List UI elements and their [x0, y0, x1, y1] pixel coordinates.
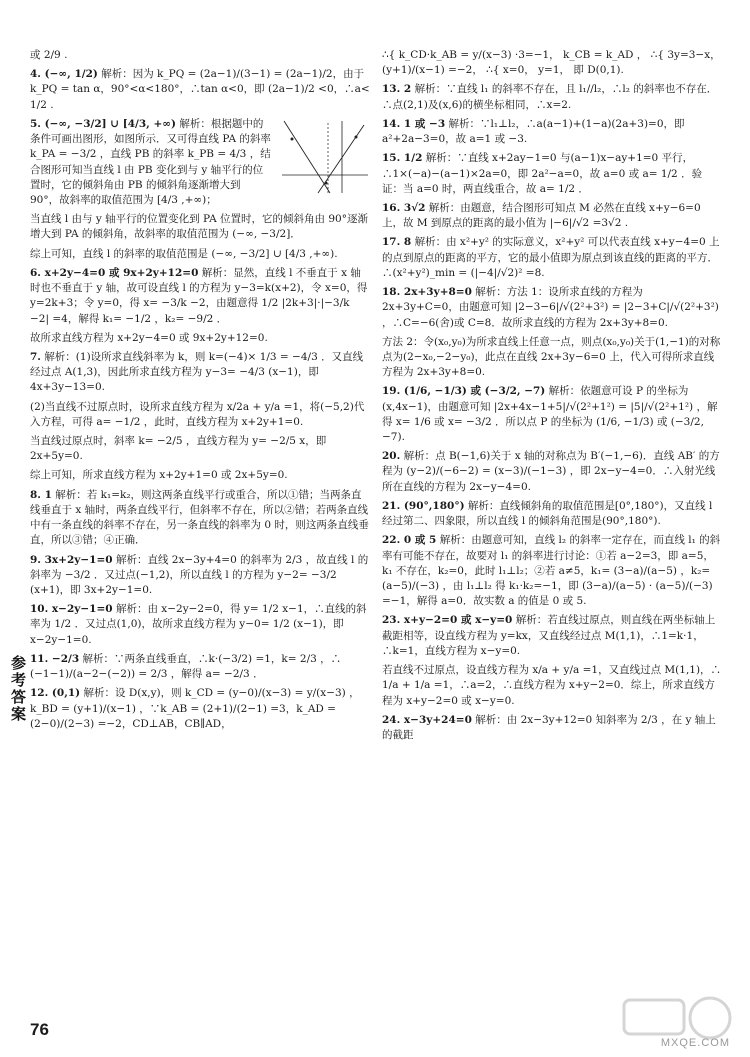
answer-item	[30, 48, 370, 63]
answer-text: 综上可知，所求直线方程为 x+2y+1=0 或 2x+5y=0.	[30, 469, 288, 482]
answer-item	[30, 602, 370, 648]
answer-item	[382, 533, 722, 609]
answer-tag: 15. 1/2	[382, 152, 423, 165]
answer-item	[382, 499, 722, 529]
answer-tag: 7.	[30, 350, 41, 363]
answer-tag: 4. (−∞, 1/2)	[30, 68, 98, 81]
answer-text: (2)当直线不过原点时，设所求直线方程为 x/2a + y/a =1，将(−5,2)代入方程，可得 a= −1/2 ，此时，直线方程为 x+2y+1=0.	[30, 400, 365, 428]
answer-item	[30, 266, 370, 327]
left-column	[30, 48, 370, 736]
answer-item	[382, 663, 722, 709]
answer-item	[30, 686, 370, 732]
answer-item	[30, 400, 370, 430]
answer-text: 解析：由 2x−3y+12=0 知斜率为 2/3 ，在 y 轴上的截距	[382, 713, 716, 741]
answer-text: 解析：点 B(−1,6)关于 x 轴的对称点为 B′(−1,−6)．直线 AB′ 的方程为 (y−2)/(−6−2) = (x−3)/(−1−3) ，即 2x−y−4=0．∴入射光线所在直线的方程为 2x−y−4=0.	[382, 450, 720, 493]
answer-text: 解析：∵两条直线垂直，∴k·(−3/2) =1，k= 2/3 ，∴ (−1−1)/(a−2−(−2)) = 2/3 ，解得 a= −2/3 ．	[30, 652, 342, 681]
answer-item	[30, 553, 370, 599]
answer-tag: 8. 1	[30, 488, 52, 501]
answer-item	[30, 350, 370, 396]
answer-text: 解析：若 k₁=k₂，则这两条直线平行或重合，所以①错；当两条直线垂直于 x 轴时，两条直线平行，但斜率不存在，所以②错；若两条直线中有一条直线的斜率不存在，另一条直线的斜率为 0 时，则这两条直线垂直，所以③错；④正确．	[30, 488, 369, 547]
answer-text: 或 2/9 .	[30, 49, 68, 61]
section-tab-label: 参考答案	[9, 655, 27, 723]
answer-item	[30, 247, 370, 262]
answer-text: 故所求直线方程为 x+2y−4=0 或 9x+2y+12=0.	[30, 331, 268, 344]
answer-text: 若直线不过原点，设直线方程为 x/a + y/a =1，又直线过点 M(1,1)，∴ 1/a + 1/a =1，∴a=2，∴直线方程为 x+y−2=0．综上，所求直线方程为 x+y−2=0 或 x−y=0.	[382, 664, 722, 707]
answer-text: 解析：∵直线 l₁ 的斜率不存在，且 l₁//l₂，∴l₂ 的斜率也不存在．∴点(2,1)及(x,6)的横坐标相同，∴x=2.	[382, 83, 718, 111]
answer-item	[382, 613, 722, 659]
answer-text: 解析：由 x−2y−2=0，得 y= 1/2 x−1，∴直线的斜率为 1/2 ．又过点(1,0)，故所求直线方程为 y−0= 1/2 (x−1)，即 x−2y−1=0.	[30, 603, 367, 646]
answer-text: 当直线过原点时，斜率 k= −2/5 ，直线方程为 y= −2/5 x，即 2x+5y=0.	[30, 435, 327, 463]
answer-item	[382, 335, 722, 381]
answer-text: 解析：由题意，结合图形可知点 M 必然在直线 x+y−6=0 上，故 M 到原点的距离的最小值为 |−6|/√2 =3√2 .	[382, 201, 701, 230]
answer-item	[30, 117, 370, 208]
answer-item	[382, 151, 722, 197]
answer-text: 解析：∵直线 x+2ay−1=0 与(a−1)x−ay+1=0 平行，∴1×(−a)−(a−1)×2a=0，即 2a²−a=0，故 a=0 或 a= 1/2 ．验证：当 a=0 时，两直线重合，故 a= 1/2 ．	[382, 152, 703, 195]
answer-text: 解析：∵l₁⊥l₂，∴a(a−1)+(1−a)(2a+3)=0，即 a²+2a−3=0，故 a=1 或 −3.	[382, 117, 685, 146]
answer-text: 解析：根据题中的条件可画出图形，如图所示．又可得直线 PA 的斜率 k_PA = −3/2 ，直线 PB 的斜率 k_PB = 4/3 ，结合图形可知当直线 l 由 PB 变化到与 y 轴平行的位置时，它的倾斜角由 PB 的倾斜角逐渐增大到 90°，故斜率的取值范围为 [4/3 ,+∞)；	[30, 117, 271, 206]
answer-text: 解析：由 x²+y² 的实际意义，x²+y² 可以代表直线 x+y−4=0 上的点到原点的距离的平方，它的最小值即为原点到该直线的距离的平方．∴(x²+y²)_min = (|−4|/√2)² =8.	[382, 236, 720, 279]
answer-tag: 24. x−3y+24=0	[382, 713, 472, 726]
answer-item	[30, 212, 370, 242]
answer-text: 解析：由题意可知，直线 l₂ 的斜率一定存在，而直线 l₁ 的斜率有可能不存在，故要对 l₁ 的斜率进行讨论：①若 a−2=3，即 a=5，k₁ 不存在，k₂=0，此时 l₁⊥l₂；②若 a≠5，k₁= (3−a)/(a−5) ，k₂= (a−5)/(−3) ，由 l₁⊥l₂ 得 k₁·k₂=−1，即 (3−a)/(a−5) · (a−5)/(−3) =−1，解得 a=0．故实数 a 的值是 0 或 5.	[382, 534, 721, 608]
answer-item	[382, 285, 722, 331]
answer-tag: 23. x+y−2=0 或 x−y=0	[382, 614, 513, 627]
answer-tag: 9. 3x+2y−1=0	[30, 553, 113, 566]
answer-tag: 16. 3√2	[382, 201, 426, 214]
answer-tag: 13. 2	[382, 83, 412, 96]
answer-text: 解析：直线 2x−3y+4=0 的斜率为 2/3 ，故直线 l 的斜率为 −3/2 ．又过点(−1,2)，所以直线 l 的方程为 y−2= −3/2 (x+1)，即 3x+2y−1=0.	[30, 553, 369, 596]
answer-tag: 11. −2/3	[30, 652, 80, 665]
answer-item	[382, 235, 722, 281]
answer-item	[382, 384, 722, 445]
answer-text: 解析：(1)设所求直线斜率为 k，则 k=(−4)× 1/3 = −4/3 ．又直线经过点 A(1,3)，因此所求直线方程为 y−3= −4/3 (x−1)，即 4x+3y−13=0.	[30, 350, 364, 394]
answer-text: 当直线 l 由与 y 轴平行的位置变化到 PA 位置时，它的倾斜角由 90°逐渐增大到 PA 的倾斜角，故斜率的取值范围为 (−∞, −3/2]．	[30, 213, 368, 241]
answer-text: 解析：依题意可设 P 的坐标为(x,4x−1)，由题意可知 |2x+4x−1+5|/√(2²+1²) = |5|/√(2²+1²) ，解得 x= 1/6 或 x= −3/2 ．所以点 P 的坐标为 (1/6, −1/3) 或 (−3/2, −7).	[382, 385, 718, 444]
answer-item	[382, 449, 722, 495]
answer-text: 解析：若直线过原点，则直线在两坐标轴上截距相等，设直线方程为 y=kx，又直线经过点 M(1,1)，∴1=k·1，∴k=1，直线方程为 x−y=0.	[382, 614, 716, 657]
answer-text: 解析：方法 1：设所求直线的方程为 2x+3y+C=0，由题意可知 |2−3−6|/√(2²+3²) = |2−3+C|/√(2²+3²) ，∴C=−6(舍)或 C=8．故所求直线的方程为 2x+3y+8=0.	[382, 286, 719, 329]
answer-text: 解析：显然，直线 l 不垂直于 x 轴时也不垂直于 y 轴，故可设直线 l 的方程为 y−3=k(x+2)，令 x=0，得 y=2k+3；令 y=0，得 x= −3/k −2，由题意得 1/2 |2k+3|·|−3/k −2| =4，解得 k₁= −1/2 ，k₂= −9/2 ．	[30, 266, 368, 325]
answer-item	[382, 82, 722, 112]
answer-item	[30, 434, 370, 464]
answer-tag: 10. x−2y−1=0	[30, 603, 113, 616]
problem-5-figure	[278, 119, 370, 195]
answer-item	[382, 713, 722, 743]
answer-tag: 20.	[382, 450, 401, 463]
answer-tag: 21. (90°,180°)	[382, 499, 465, 512]
answer-tag: 22. 0 或 5	[382, 534, 437, 547]
answer-tag: 17. 8	[382, 236, 412, 249]
answer-item	[30, 468, 370, 483]
answer-tag: 14. 1 或 −3	[382, 117, 446, 130]
watermark-text: MXQE.COM	[660, 1037, 730, 1049]
answer-text: 解析：直线倾斜角的取值范围是[0°,180°)，又直线 l 经过第二、四象限，所以直线 l 的倾斜角范围是(90°,180°).	[382, 499, 713, 528]
answer-text: 综上可知，直线 l 的斜率的取值范围是 (−∞, −3/2] ∪ [4/3 ,+∞).	[30, 247, 338, 260]
answer-item	[382, 117, 722, 147]
answer-text: ∴{ k_CD·k_AB = y/(x−3) ·3=−1， k_CB = k_AD ， ∴{ 3y=3−x， (y+1)/(x−1) =−2， ∴{ x=0， y=1， 即 D(0,1).	[382, 49, 721, 77]
answer-text: 解析：因为 k_PQ = (2a−1)/(3−1) = (2a−1)/2，由于 k_PQ = tan α，90°<α<180°，∴tan α<0，即 (2a−1)/2 <0，∴a< 1/2 .	[30, 68, 370, 111]
answer-tag: 19. (1/6, −1/3) 或 (−3/2, −7)	[382, 385, 546, 398]
answer-tag: 5. (−∞, −3/2] ∪ [4/3, +∞)	[30, 117, 177, 130]
answer-text: 解析：设 D(x,y)，则 k_CD = (y−0)/(x−3) = y/(x−3) ，k_BD = (y+1)/(x−1) ，∵k_AB = (2+1)/(2−1) =3，k_AD = (2−0)/(2−3) =−2，CD⊥AB，CB∥AD，	[30, 687, 360, 730]
answer-item	[30, 67, 370, 113]
answer-tag: 12. (0,1)	[30, 687, 81, 700]
answer-item	[382, 48, 722, 78]
answer-tag: 18. 2x+3y+8=0	[382, 286, 472, 299]
answer-text: 方法 2：令(x₀,y₀)为所求直线上任意一点，则点(x₀,y₀)关于(1,−1)的对称点为(2−x₀,−2−y₀)，此点在直线 2x+3y−6=0 上，代入可得所求直线方程为 2x+3y+8=0.	[382, 335, 721, 379]
right-column	[382, 48, 722, 747]
answer-tag: 6. x+2y−4=0 或 9x+2y+12=0	[30, 266, 199, 279]
answer-item	[30, 488, 370, 549]
page-number: 76	[30, 1020, 49, 1039]
answer-item	[30, 652, 370, 682]
answer-item	[30, 331, 370, 346]
answer-item	[382, 201, 722, 231]
